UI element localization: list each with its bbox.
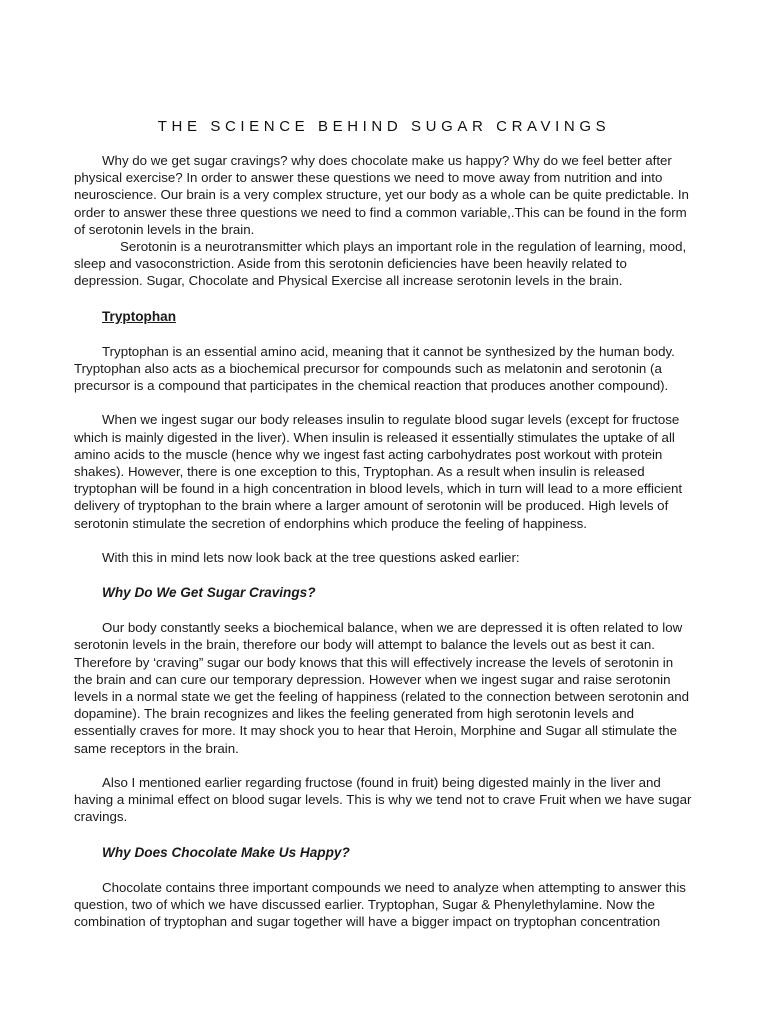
document-body	[74, 152, 694, 930]
section-heading-cravings: Why Do We Get Sugar Cravings?	[102, 585, 316, 601]
section-heading-chocolate: Why Does Chocolate Make Us Happy?	[102, 844, 350, 860]
tryptophan-paragraph-2: When we ingest sugar our body releases insulin to regulate blood sugar levels (except for fructose which is mainly digested in the liver). When insulin is released it essentially stimulates the uptake of all amino acids to the muscle (hence why we ingest fast acting carbohydrates post workout with protein shakes). However, there is one exception to this, Tryptophan. As a result when insulin is released tryptophan will be found in a high concentration in blood levels, which in turn will lead to a more efficient delivery of tryptophan to the brain where a larger amount of serotonin will be produced. High levels of serotonin stimulate the secretion of endorphins which produce the feeling of happiness.	[74, 412, 683, 531]
document-title: THE SCIENCE BEHIND SUGAR CRAVINGS	[157, 118, 611, 135]
chocolate-paragraph-1: Chocolate contains three important compounds we need to analyze when attempting to answer this question, two of which we have discussed earlier. Tryptophan, Sugar & Phenylethylamine. Now the combination of tryptophan and sugar together will have a bigger impact on tryptophan concentration	[74, 879, 686, 930]
section-heading-tryptophan: Tryptophan	[102, 308, 177, 324]
tryptophan-paragraph-3: With this in mind lets now look back at the tree questions asked earlier:	[102, 549, 520, 565]
tryptophan-paragraph-1: Tryptophan is an essential amino acid, meaning that it cannot be synthesized by the human body. Tryptophan also acts as a biochemical precursor for compounds such as melatonin and serotonin (a precursor is a compound that participates in the chemical reaction that produces another compound).	[74, 343, 675, 394]
cravings-paragraph-1: Our body constantly seeks a biochemical balance, when we are depressed it is often related to low serotonin levels in the brain, therefore our body will attempt to balance the levels out as best it can. Therefore by ‘craving” sugar our body knows that this will effectively increase the levels of serotonin in the brain and can cure our temporary depression. However when we ingest sugar and raise serotonin levels in a normal state we get the feeling of happiness (related to the connection between serotonin and dopamine). The brain recognizes and likes the feeling generated from high serotonin levels and essentially craves for more. It may shock you to hear that Heroin, Morphine and Sugar all stimulate the same receptors in the brain.	[74, 620, 690, 756]
cravings-paragraph-2: Also I mentioned earlier regarding fructose (found in fruit) being digested mainly in the liver and having a minimal effect on blood sugar levels. This is why we tend not to crave Fruit when we have sugar cravings.	[74, 774, 692, 825]
intro-paragraph-1: Why do we get sugar cravings? why does chocolate make us happy? Why do we feel better after physical exercise? In order to answer these questions we need to move away from nutrition and into neuroscience. Our brain is a very complex structure, yet our body as a whole can be quite predictable. In order to answer these three questions we need to find a common variable,.This can be found in the form of serotonin levels in the brain.	[74, 153, 689, 237]
intro-paragraph-2: Serotonin is a neurotransmitter which plays an important role in the regulation of learning, mood, sleep and vasoconstriction. Aside from this serotonin deficiencies have been heavily related to depression. Sugar, Chocolate and Physical Exercise all increase serotonin levels in the brain.	[74, 239, 687, 289]
